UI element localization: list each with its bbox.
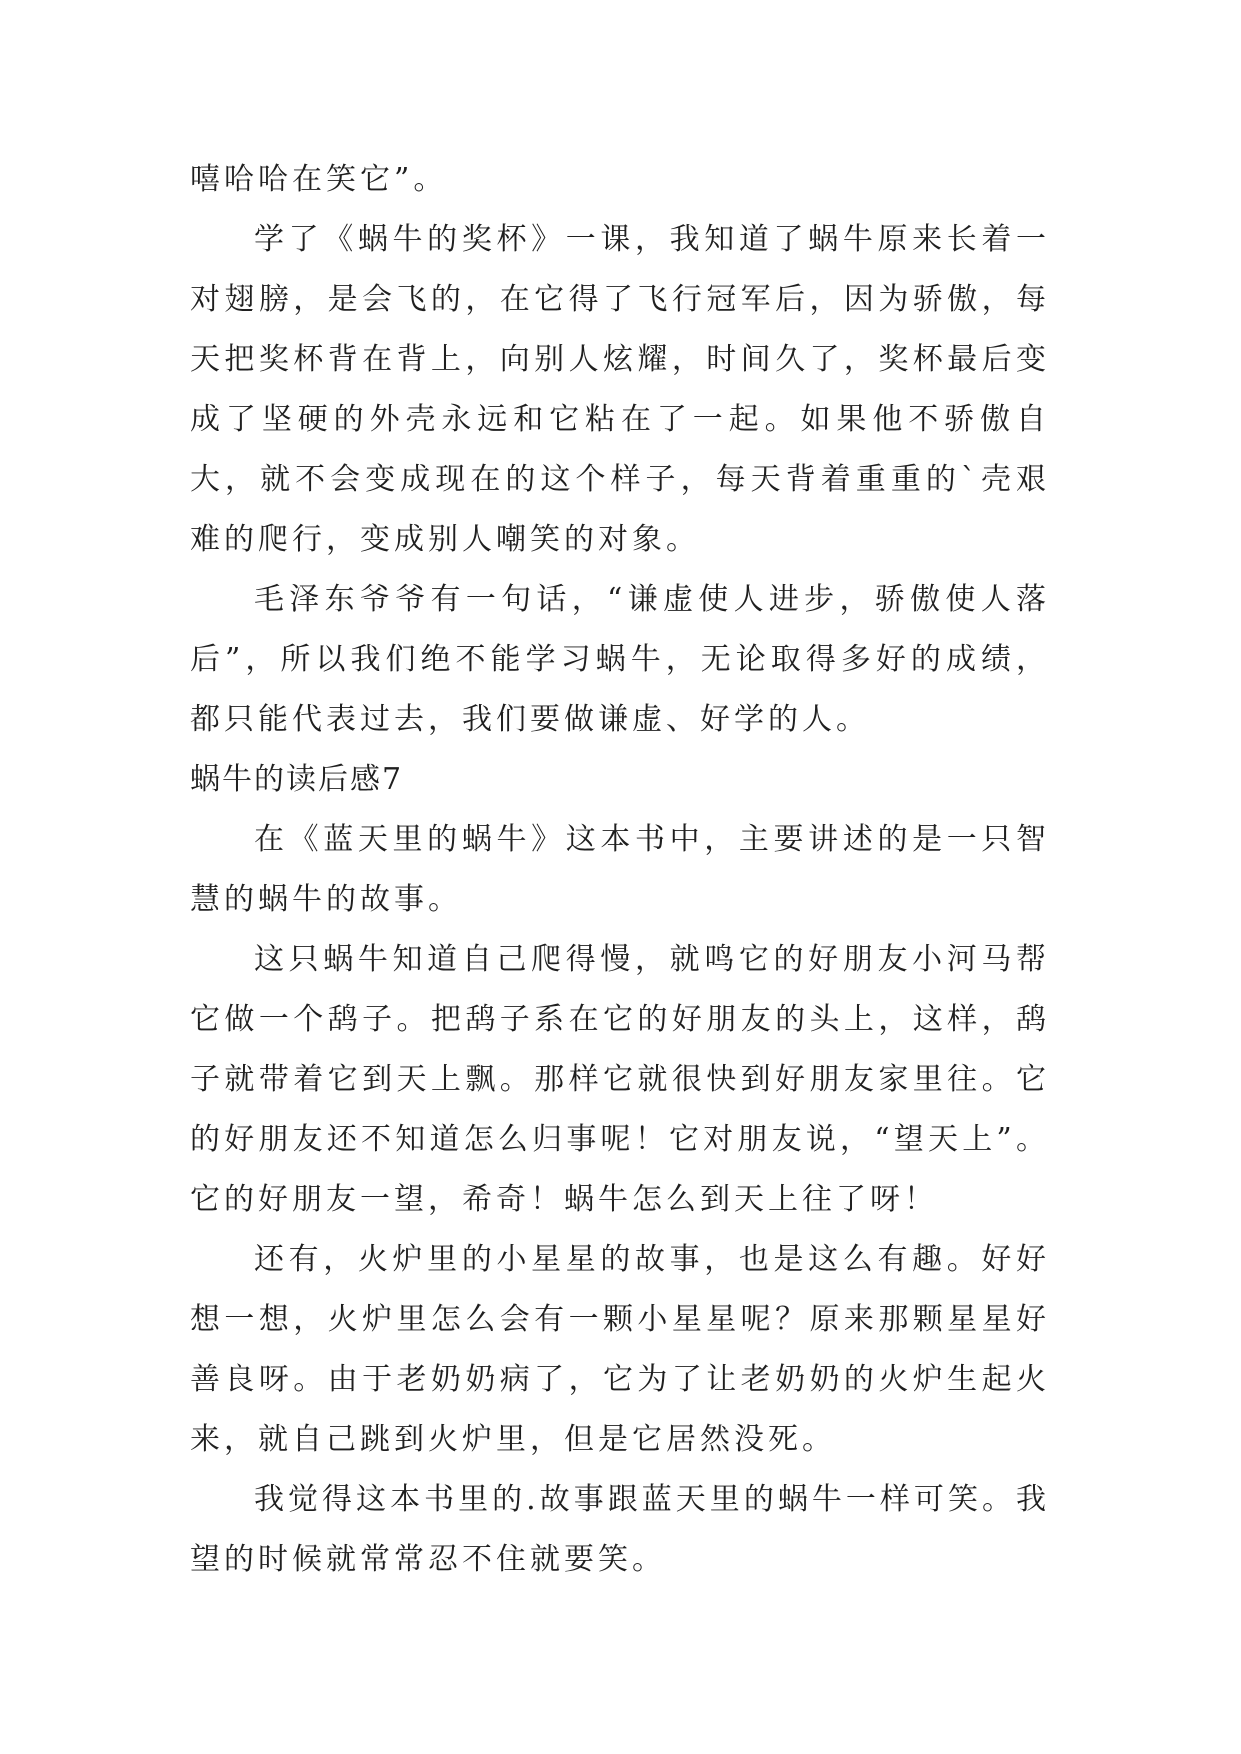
paragraph-snail-trophy: 学了《蜗牛的奖杯》一课，我知道了蜗牛原来长着一对翅膀，是会飞的，在它得了飞行冠军后，因为骄傲，每天把奖杯背在背上，向别人炫耀，时间久了，奖杯最后变成了坚硬的外壳永远和它粘在了一起。如果他不骄傲自大，就不会变成现在的这个样子，每天背着重重的`壳艰难的爬行，变成别人嘲笑的对象。 xyxy=(190,222,1050,557)
paragraph-star-story: 还有，火炉里的小星星的故事，也是这么有趣。好好想一想，火炉里怎么会有一颗小星星呢？原来那颗星星好善良呀。由于老奶奶病了，它为了让老奶奶的火炉生起火来，就自己跳到火炉里，但是它居然没死。 xyxy=(190,1242,1050,1457)
document-body xyxy=(190,150,1050,1590)
section-title: 蜗牛的读后感7 xyxy=(190,762,404,797)
paragraph-modesty-quote: 毛泽东爷爷有一句话，“谦虚使人进步，骄傲使人落后”，所以我们绝不能学习蜗牛，无论取得多好的成绩，都只能代表过去，我们要做谦虚、好学的人。 xyxy=(190,582,1050,737)
paragraph-continuation: 嘻哈哈在笑它”。 xyxy=(190,162,448,197)
paragraph-conclusion: 我觉得这本书里的.故事跟蓝天里的蜗牛一样可笑。我望的时候就常常忍不住就要笑。 xyxy=(190,1482,1050,1577)
paragraph-snail-story: 这只蜗牛知道自己爬得慢，就鸣它的好朋友小河马帮它做一个鸹子。把鸹子系在它的好朋友的头上，这样，鸹子就带着它到天上飘。那样它就很快到好朋友家里往。它的好朋友还不知道怎么归事呢！它对朋友说，“望天上”。它的好朋友一望，希奇！蜗牛怎么到天上往了呀！ xyxy=(190,942,1050,1217)
paragraph-book-intro: 在《蓝天里的蜗牛》这本书中，主要讲述的是一只智慧的蜗牛的故事。 xyxy=(190,822,1050,917)
